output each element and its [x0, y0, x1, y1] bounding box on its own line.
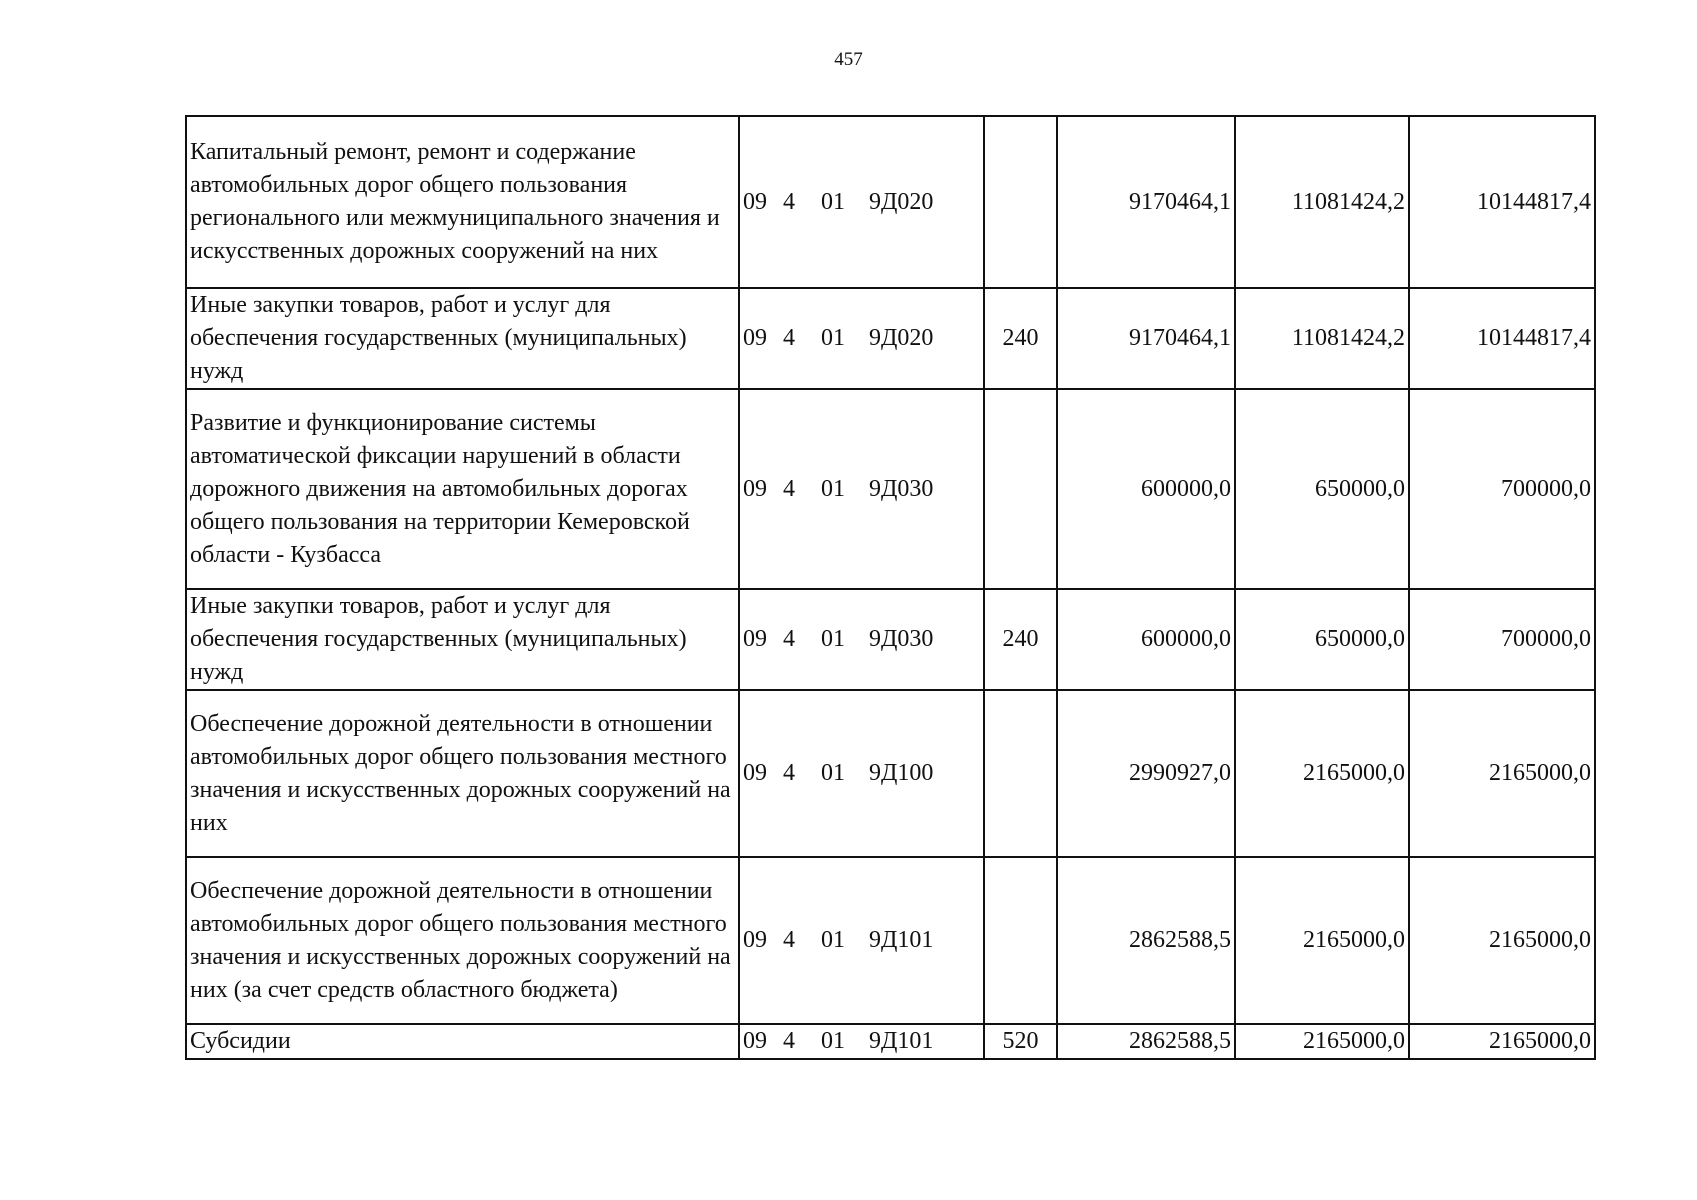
sum-year3-cell: 2165000,0: [1409, 690, 1595, 857]
table-row: [186, 690, 1595, 857]
direction-code: 9Д030: [869, 475, 934, 502]
program-code: 4: [783, 626, 795, 652]
sum-year3-cell: 2165000,0: [1409, 857, 1595, 1024]
expense-type-cell: 240: [984, 288, 1057, 389]
table-row: [186, 288, 1595, 389]
expense-type-cell: [984, 389, 1057, 589]
section-code: 09: [743, 760, 767, 786]
table-row: [186, 857, 1595, 1024]
expense-type-cell: 240: [984, 589, 1057, 690]
row-codes-cell: [739, 857, 984, 1024]
table-row: [186, 589, 1595, 690]
direction-code: 9Д020: [869, 325, 934, 351]
sum-year1-cell: 600000,0: [1057, 389, 1235, 589]
sum-year2-cell: 2165000,0: [1235, 1024, 1409, 1059]
sum-year2-cell: 650000,0: [1235, 589, 1409, 690]
page-number: 457: [834, 49, 863, 70]
expense-type-cell: 520: [984, 1024, 1057, 1059]
sum-year2-cell: 650000,0: [1235, 389, 1409, 589]
row-codes-cell: [739, 288, 984, 389]
row-name-cell: [186, 389, 739, 589]
program-code: 4: [783, 325, 795, 351]
sum-year1-cell: 600000,0: [1057, 589, 1235, 690]
section-code: 09: [743, 475, 767, 502]
sum-year2-cell: 11081424,2: [1235, 116, 1409, 288]
subprogram-code: 01: [821, 188, 845, 215]
sum-year3-cell: 700000,0: [1409, 389, 1595, 589]
row-name: Субсидии: [190, 1028, 291, 1054]
subprogram-code: 01: [821, 475, 845, 502]
program-code: 4: [783, 760, 795, 786]
sum-year1-cell: 2990927,0: [1057, 690, 1235, 857]
expense-type-cell: [984, 116, 1057, 288]
direction-code: 9Д101: [869, 927, 934, 953]
expense-type-cell: [984, 857, 1057, 1024]
row-name-cell: [186, 116, 739, 288]
sum-year2-cell: 2165000,0: [1235, 690, 1409, 857]
sum-year2-cell: 2165000,0: [1235, 857, 1409, 1024]
row-name: Иные закупки товаров, работ и услуг для обеспечения государственных (муниципальных) нужд: [190, 292, 687, 384]
program-code: 4: [783, 188, 795, 215]
row-name: Развитие и функционирование системы автоматической фиксации нарушений в области дорожного движения на автомобильных дорогах общего пользования на территории Кемеровской области - Кузбасса: [190, 409, 690, 568]
subprogram-code: 01: [821, 927, 845, 953]
program-code: 4: [783, 1028, 795, 1054]
row-codes-cell: [739, 1024, 984, 1059]
row-codes-cell: [739, 116, 984, 288]
row-name: Капитальный ремонт, ремонт и содержание автомобильных дорог общего пользования регионального или межмуниципального значения и искусственных дорожных сооружений на них: [190, 139, 720, 264]
row-name: Иные закупки товаров, работ и услуг для обеспечения государственных (муниципальных) нужд: [190, 593, 687, 685]
row-name: Обеспечение дорожной деятельности в отношении автомобильных дорог общего пользования местного значения и искусственных дорожных сооружений на них: [190, 710, 731, 836]
sum-year2-cell: 11081424,2: [1235, 288, 1409, 389]
row-name: Обеспечение дорожной деятельности в отношении автомобильных дорог общего пользования местного значения и искусственных дорожных сооружений на них (за счет средств областного бюджета): [190, 877, 731, 1003]
expense-type-cell: [984, 690, 1057, 857]
sum-year3-cell: 10144817,4: [1409, 116, 1595, 288]
subprogram-code: 01: [821, 760, 845, 786]
row-codes-cell: [739, 589, 984, 690]
direction-code: 9Д020: [869, 188, 934, 215]
sum-year1-cell: 2862588,5: [1057, 857, 1235, 1024]
budget-table: [185, 115, 1596, 1060]
direction-code: 9Д100: [869, 760, 934, 786]
table-row: [186, 116, 1595, 288]
section-code: 09: [743, 927, 767, 953]
section-code: 09: [743, 1028, 767, 1054]
program-code: 4: [783, 927, 795, 953]
sum-year1-cell: 9170464,1: [1057, 288, 1235, 389]
direction-code: 9Д030: [869, 626, 934, 652]
table-row: [186, 389, 1595, 589]
subprogram-code: 01: [821, 1028, 845, 1054]
sum-year1-cell: 2862588,5: [1057, 1024, 1235, 1059]
row-codes-cell: [739, 690, 984, 857]
row-name-cell: [186, 1024, 739, 1059]
subprogram-code: 01: [821, 325, 845, 351]
row-name-cell: [186, 589, 739, 690]
direction-code: 9Д101: [869, 1028, 934, 1054]
row-codes-cell: [739, 389, 984, 589]
sum-year3-cell: 10144817,4: [1409, 288, 1595, 389]
sum-year3-cell: 700000,0: [1409, 589, 1595, 690]
row-name-cell: [186, 288, 739, 389]
row-name-cell: [186, 690, 739, 857]
section-code: 09: [743, 188, 767, 215]
sum-year3-cell: 2165000,0: [1409, 1024, 1595, 1059]
section-code: 09: [743, 325, 767, 351]
program-code: 4: [783, 475, 795, 502]
section-code: 09: [743, 626, 767, 652]
row-name-cell: [186, 857, 739, 1024]
sum-year1-cell: 9170464,1: [1057, 116, 1235, 288]
subprogram-code: 01: [821, 626, 845, 652]
table-row: [186, 1024, 1595, 1059]
